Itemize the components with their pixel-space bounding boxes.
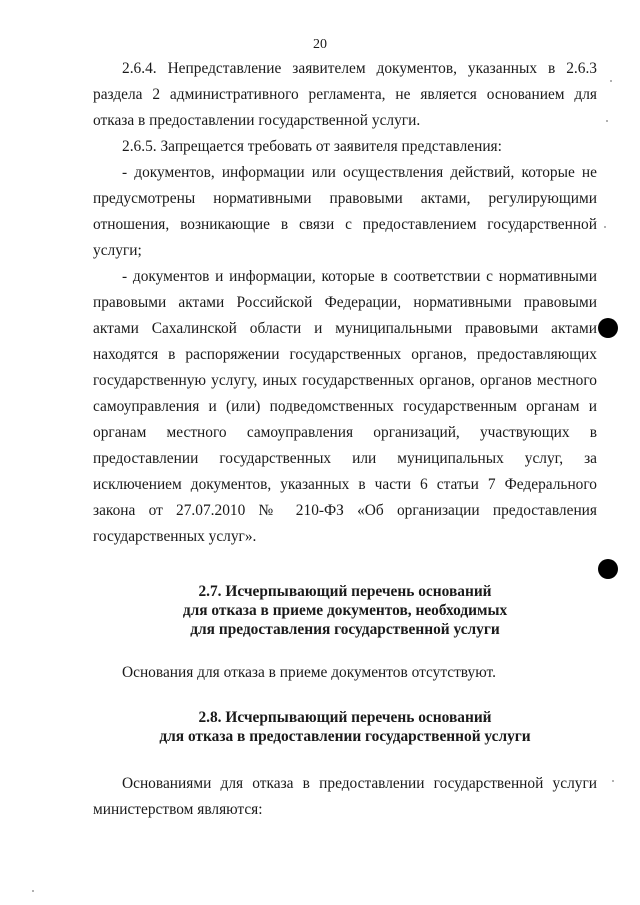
scan-speck xyxy=(606,120,608,122)
scan-speck xyxy=(612,780,614,782)
list-item-documents-actions: - документов, информации или осуществления действий, которые не предусмотрены нормативными правовыми актами, регулирующими отношения, возникающие в связи с предоставлением государственной услуги; xyxy=(93,164,597,259)
binder-hole-mark xyxy=(598,318,618,338)
heading-line: для отказа в приеме документов, необходимых xyxy=(182,602,508,619)
scan-speck xyxy=(610,80,612,82)
scan-speck xyxy=(32,890,34,892)
heading-line: 2.8. Исчерпывающий перечень оснований xyxy=(198,709,492,726)
paragraph-2-7-text: Основания для отказа в приеме документов отсутствуют. xyxy=(122,664,496,681)
list-item-documents-information: - документов и информации, которые в соответствии с нормативными правовыми актами Российской Федерации, нормативными правовыми актами Сахалинской области и муниципальными правовыми актами находятся в распоряжении государственных органов, предоставляющих государственную услугу, иных государственных органов, органов местного самоуправления и (или) подведомственных государственным органам и органам местного самоуправления организаций, участвующих в предоставлении государственных или муниципальных услуг, за исключением документов, указанных в части 6 статьи 7 Федерального закона от 27.07.2010 № 210-ФЗ «Об организации предоставления государственных услуг». xyxy=(93,268,597,545)
page-content xyxy=(93,56,597,823)
paragraph-2-6-4: 2.6.4. Непредставление заявителем документов, указанных в 2.6.3 раздела 2 административного регламента, не является основанием для отказа в предоставлении государственной услуги. xyxy=(93,60,597,129)
heading-line: для отказа в предоставлении государственной услуги xyxy=(159,728,531,745)
scan-speck xyxy=(604,226,606,228)
heading-line: 2.7. Исчерпывающий перечень оснований xyxy=(198,583,492,600)
page-number: 20 xyxy=(313,37,327,52)
binder-hole-mark xyxy=(598,559,618,579)
heading-line: для предоставления государственной услуги xyxy=(190,621,500,638)
paragraph-2-8-text: Основаниями для отказа в предоставлении государственной услуги министерством являются: xyxy=(93,775,597,818)
section-heading-2-7 xyxy=(93,582,597,639)
section-heading-2-8 xyxy=(93,708,597,746)
paragraph-2-6-5: 2.6.5. Запрещается требовать от заявителя представления: xyxy=(122,138,502,155)
